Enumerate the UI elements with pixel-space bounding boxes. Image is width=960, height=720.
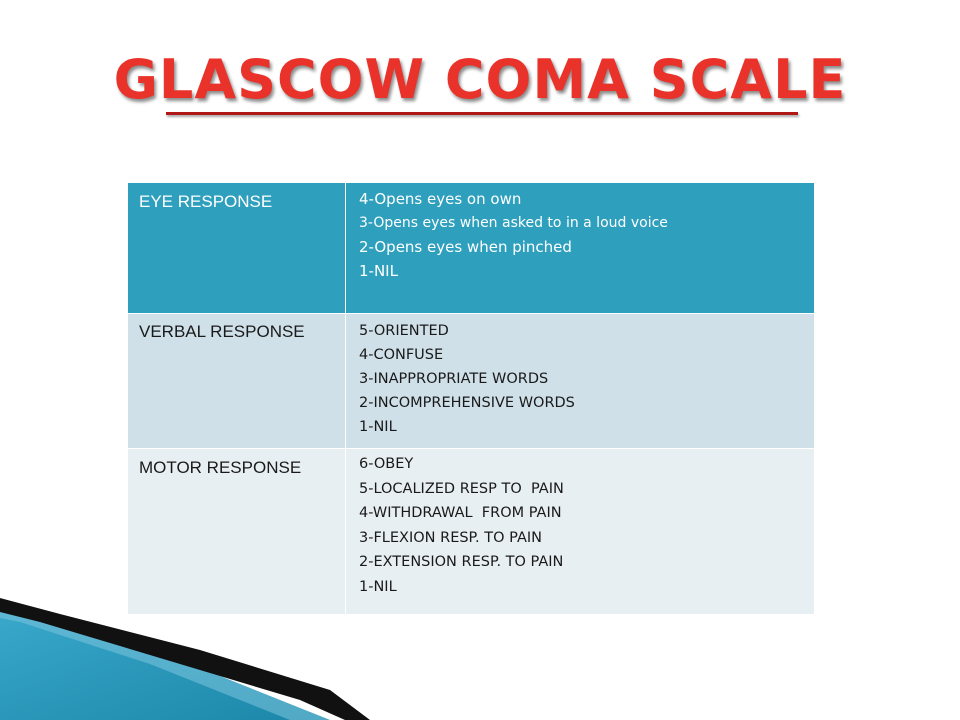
option-item: 3-Opens eyes when asked to in a loud voice	[359, 215, 668, 231]
options-cell	[346, 314, 815, 449]
option-item: 2-Opens eyes when pinched	[359, 238, 572, 256]
gcs-table	[127, 182, 815, 615]
option-item: 5-LOCALIZED RESP TO PAIN	[359, 480, 564, 497]
option-item: 1-NIL	[359, 578, 397, 595]
option-item: 4-WITHDRAWAL FROM PAIN	[359, 505, 562, 521]
page-title: GLASCOW COMA SCALE	[113, 48, 847, 111]
options-cell	[346, 183, 815, 314]
option-item: 6-OBEY	[359, 456, 414, 472]
option-item: 5-ORIENTED	[359, 323, 449, 339]
category-cell: VERBAL RESPONSE	[128, 314, 346, 449]
title-underline	[166, 112, 798, 115]
option-item: 1-NIL	[359, 419, 397, 435]
category-cell: MOTOR RESPONSE	[128, 449, 346, 615]
category-cell: EYE RESPONSE	[128, 183, 346, 314]
option-item: 1-NIL	[359, 262, 398, 280]
table-row-motor-response	[128, 449, 815, 615]
table-row-eye-response	[128, 183, 815, 314]
option-item: 4-CONFUSE	[359, 347, 444, 363]
table-row-verbal-response	[128, 314, 815, 449]
option-item: 3-FLEXION RESP. TO PAIN	[359, 529, 542, 546]
option-item: 4-Opens eyes on own	[359, 190, 522, 208]
option-item: 3-INAPPROPRIATE WORDS	[359, 371, 549, 387]
options-cell	[346, 449, 815, 615]
option-item: 2-EXTENSION RESP. TO PAIN	[359, 554, 564, 570]
option-item: 2-INCOMPREHENSIVE WORDS	[359, 395, 575, 411]
